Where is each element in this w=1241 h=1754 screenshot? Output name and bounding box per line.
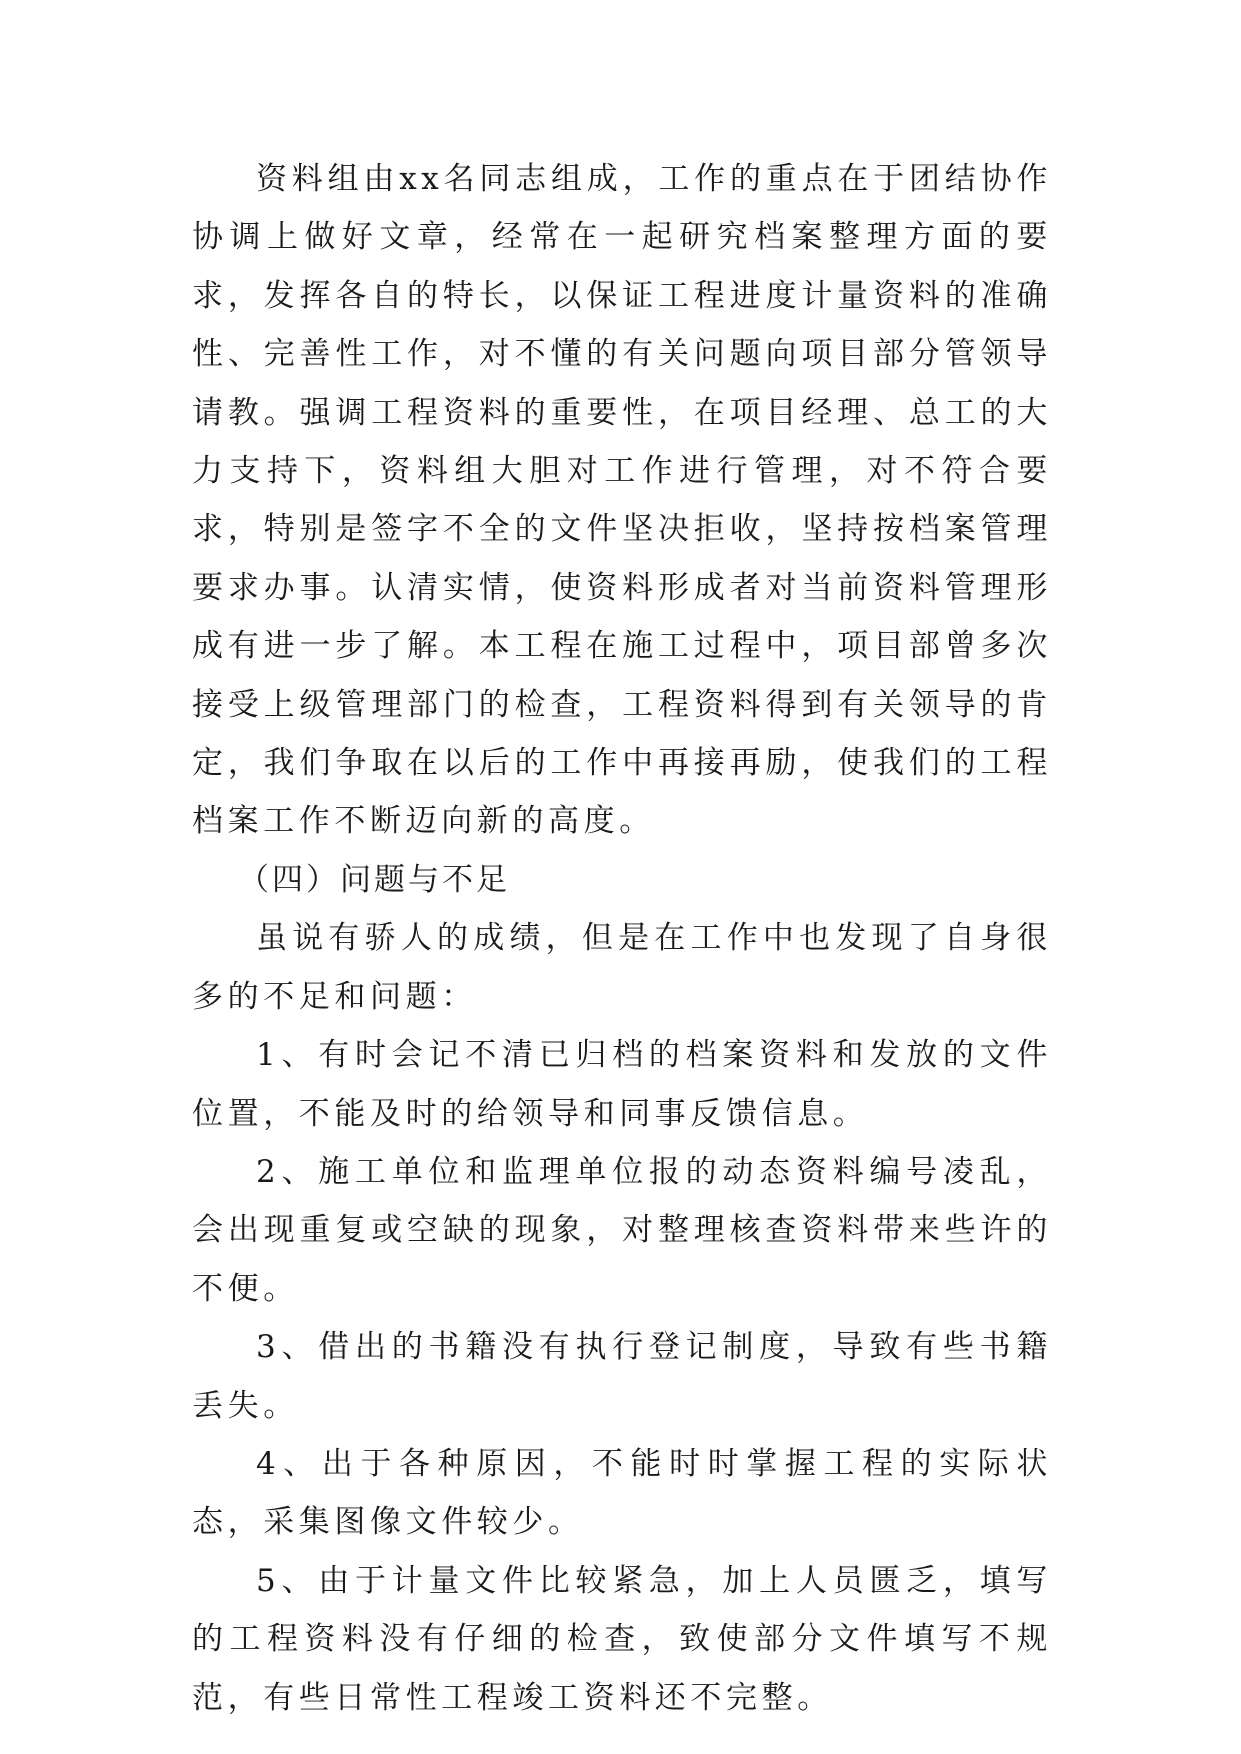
section-heading: （四）问题与不足 — [238, 861, 510, 898]
issue-item-1: 1、有时会记不清已归档的档案资料和发放的文件位置，不能及时的给领导和同事反馈信息。 — [192, 1037, 1052, 1132]
issue-item-4: 4、出于各种原因，不能时时掌握工程的实际状态，采集图像文件较少。 — [192, 1445, 1052, 1541]
intro-paragraph: 虽说有骄人的成绩，但是在工作中也发现了自身很多的不足和问题： — [192, 920, 1052, 1015]
body-paragraph: 资料组由xx名同志组成，工作的重点在于团结协作协调上做好文章，经常在一起研究档案整理方面的要求，发挥各自的特长，以保证工程进度计量资料的准确性、完善性工作，对不懂的有关问题向项目部分管领导请教。强调工程资料的重要性，在项目经理、总工的大力支持下，资料组大胆对工作进行管理，对不符合要求，特别是签字不全的文件坚决拒收，坚持按档案管理要求办事。认清实情，使资料形成者对当前资料管理形成有进一步了解。本工程在施工过程中，项目部曾多次接受上级管理部门的检查，工程资料得到有关领导的肯定，我们争取在以后的工作中再接再励，使我们的工程档案工作不断迈向新的高度。 — [192, 161, 1052, 840]
issue-item-2: 2、施工单位和监理单位报的动态资料编号凌乱，会出现重复或空缺的现象，对整理核查资料带来些许的不便。 — [192, 1153, 1052, 1307]
issue-item-3: 3、借出的书籍没有执行登记制度，导致有些书籍丢失。 — [192, 1329, 1052, 1424]
issue-item-5: 5、由于计量文件比较紧急，加上人员匮乏，填写的工程资料没有仔细的检查，致使部分文件填写不规范，有些日常性工程竣工资料还不完整。 — [192, 1562, 1052, 1716]
document-body — [192, 150, 1052, 1727]
